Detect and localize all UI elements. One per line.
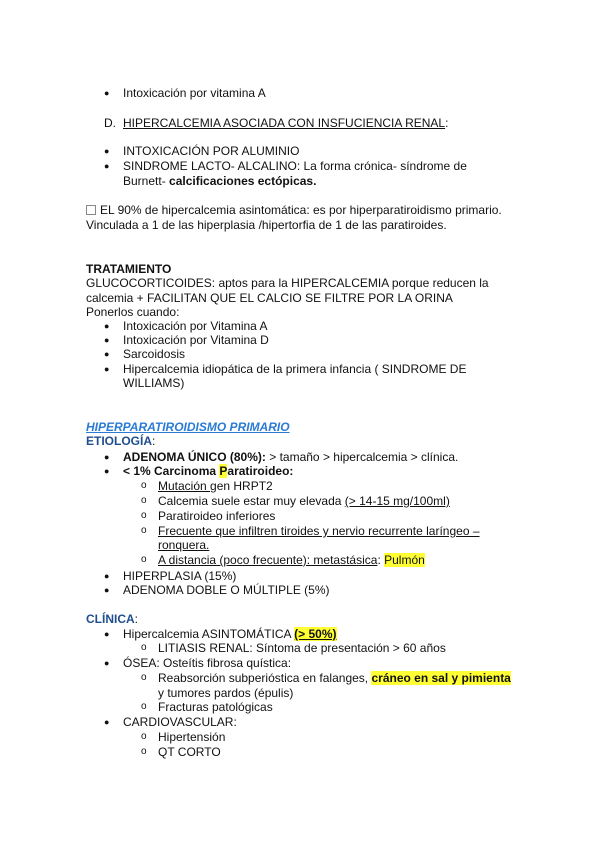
bullet-icon: ● [104,585,110,595]
text-run-underlined: Mutación [158,479,211,493]
sub-bullet-icon: o [141,510,147,521]
bullet-icon: ● [104,571,110,581]
sub-list-item-text: Fracturas patológicas [158,700,273,714]
sub-bullet-icon: o [141,746,147,757]
list-item-text: Intoxicación por Vitamina D [123,333,269,347]
sub-list-item-text: Paratiroideo inferiores [158,509,276,523]
section-heading [86,434,155,448]
list-item-text [123,627,337,641]
sub-list-item-text [158,553,425,567]
bullet-icon: ● [104,335,110,345]
heading-colon: : [134,612,139,626]
list-item-text: Sarcoidosis [123,347,186,361]
list-item-text [123,464,293,478]
sub-bullet-icon: o [141,701,147,712]
sub-list-item-text [158,671,511,685]
section-heading [86,612,138,626]
bullet-icon: ● [104,146,110,156]
text-run-bold: ADENOMA ÚNICO (80%): [123,450,266,464]
list-item-text: SINDROME LACTO- ALCALINO: La forma crónica- síndrome de [123,159,467,173]
heading-text: HIPERCALCEMIA ASOCIADA CON INSFUCIENCIA RENAL [123,116,446,130]
section-title: HIPERPARATIROIDISMO PRIMARIO [86,420,290,434]
paragraph-line: Vinculada a 1 de las hiperplasia /hipertorfia de 1 de las paratiroides. [86,218,447,232]
highlight-run: P [219,464,228,478]
text-run: > tamaño > hipercalcemia > clínica. [265,450,459,464]
text-run: Hipercalcemia ASINTOMÁTICA [123,627,295,641]
sub-list-item-text: Frecuente que infiltren tiroides y nervio recurrente laríngeo – [158,524,480,538]
list-marker: D. [104,116,116,130]
section-heading [123,116,448,130]
bullet-icon: ● [104,349,110,359]
bullet-icon: ● [104,629,110,639]
heading-colon: : [445,116,449,130]
sub-bullet-icon: o [141,480,147,491]
sub-list-item-text [158,494,450,508]
list-item-text: ÓSEA: Osteítis fibrosa quística: [123,656,292,670]
paragraph-line [86,203,502,217]
heading-text: ETIOLOGÍA [86,434,152,448]
sub-bullet-icon: o [141,672,147,683]
sub-bullet-icon: o [141,554,147,565]
bullet-icon: ● [104,452,110,462]
text-run-underlined: (> 14-15 mg/100ml) [344,494,450,508]
paragraph-line: GLUCOCORTICOIDES: aptos para la HIPERCALCEMIA porque reducen la [86,276,489,290]
bullet-icon: ● [104,658,110,668]
text-run-underlined: A distancia (poco frecuente): metastásica [158,553,378,567]
heading-colon: : [152,434,156,448]
list-item-text [123,174,316,188]
section-heading: TRATAMIENTO [86,262,172,276]
text-run: Reabsorción subperióstica en falanges, [158,671,372,685]
list-item-text: Intoxicación por Vitamina A [123,319,268,333]
bullet-icon: ● [104,364,110,374]
bullet-icon: ● [104,466,110,476]
text-run: < 1% Carcinoma [123,464,220,478]
list-item-text: CARDIOVASCULAR: [123,715,237,729]
sub-bullet-icon: o [141,495,147,506]
list-item-text: HIPERPLASIA (15%) [123,569,237,583]
text-run: Burnett- [123,174,170,188]
list-item-text: INTOXICACIÓN POR ALUMINIO [123,144,300,158]
highlight-run: Pulmón [384,553,425,567]
sub-list-item-text: ronquera. [158,538,210,552]
sub-list-item-text: Hipertensión [158,730,226,744]
sub-bullet-icon: o [141,642,147,653]
list-item-text [123,450,458,464]
sub-bullet-icon: o [141,731,147,742]
list-item-text: Intoxicación por vitamina A [123,86,266,100]
bullet-icon: ● [104,321,110,331]
text-run: gen HRPT2 [210,479,273,493]
bullet-icon: ● [104,717,110,727]
bullet-icon: ● [104,161,110,171]
list-item-text: Hipercalcemia idiopática de la primera infancia ( SINDROME DE [123,362,467,376]
text-run: Calcemia suele estar muy elevada [158,494,345,508]
sub-list-item-text [158,479,273,493]
text-run: : [377,553,385,567]
sub-list-item-text: y tumores pardos (épulis) [158,686,294,700]
list-item-text: ADENOMA DOBLE O MÚLTIPLE (5%) [123,583,330,597]
checkbox-icon [86,205,96,215]
paragraph-line: Ponerlos cuando: [86,305,180,319]
text-run: EL 90% de hipercalcemia asintomática: es por hiperparatiroidismo primario. [100,203,502,217]
list-item-text: WILLIAMS) [123,376,185,390]
sub-bullet-icon: o [141,525,147,536]
heading-text: CLÍNICA [86,612,135,626]
sub-list-item-text: LITIASIS RENAL: Síntoma de presentación > 60 años [158,641,446,655]
highlight-run: cráneo en sal y pimienta [371,671,511,685]
text-run: aratiroideo: [227,464,294,478]
sub-list-item-text: QT CORTO [158,745,221,759]
bullet-icon: ● [104,88,110,98]
highlight-run: (> 50%) [294,627,337,641]
paragraph-line: calcemia + FACILITAN QUE EL CALCIO SE FILTRE POR LA ORINA [86,291,453,305]
text-run-bold: calcificaciones ectópicas. [169,174,317,188]
